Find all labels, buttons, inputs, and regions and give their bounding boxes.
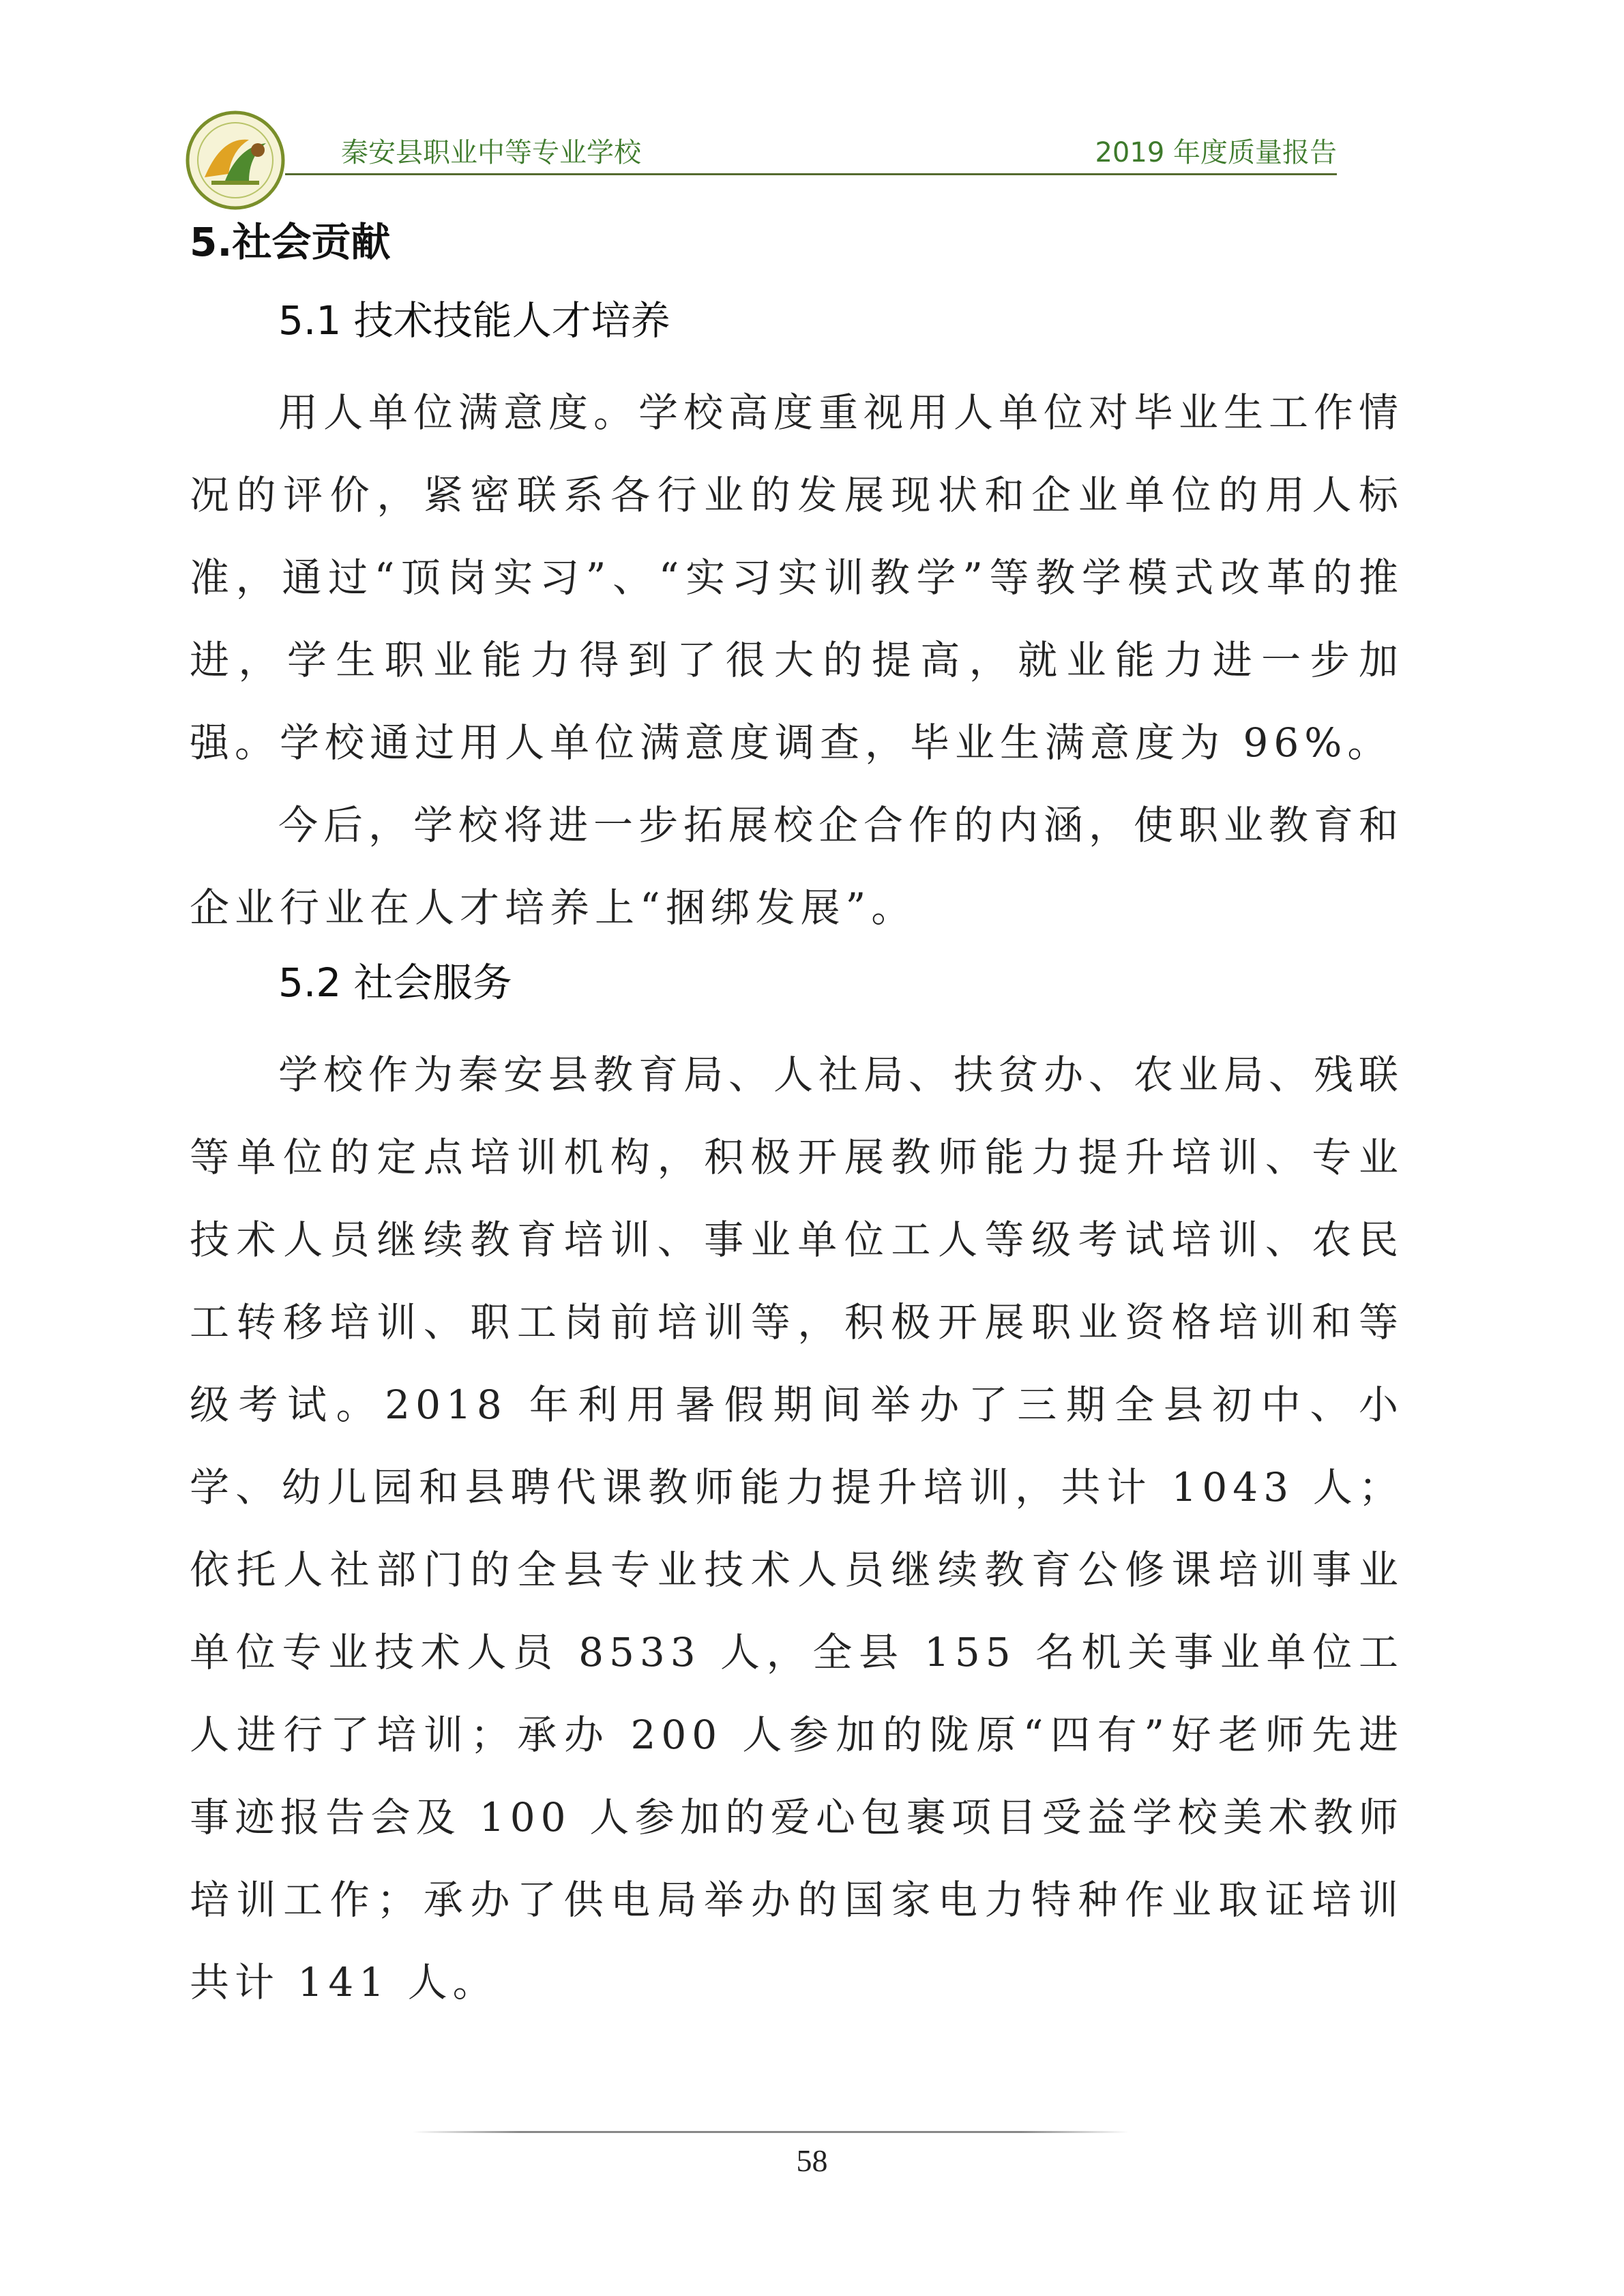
report-title: 2019 年度质量报告 <box>1095 137 1337 168</box>
subsection-title: 5.1 技术技能人才培养 <box>278 297 670 344</box>
subsection-title: 5.2 社会服务 <box>278 959 512 1006</box>
footer-divider <box>413 2131 1129 2133</box>
paragraph: 今后，学校将进一步拓展校企合作的内涵，使职业教育和企业行业在人才培养上“捆绑发展”。 <box>190 802 1404 931</box>
main-content <box>190 215 1404 2024</box>
header-divider <box>285 173 1337 175</box>
page-header <box>184 102 1337 177</box>
page-number: 58 <box>796 2143 828 2178</box>
paragraph: 学校作为秦安县教育局、人社局、扶贫办、农业局、残联等单位的定点培训机构，积极开展教师能力提升培训、专业技术人员继续教育培训、事业单位工人等级考试培训、农民工转移培训、职工岗前培训等，积极开展职业资格培训和等级考试。2018 年利用暑假期间举办了三期全县初中、小学、幼儿园和县聘代课教师能力提升培训，共计 1043 人；依托人社部门的全县专业技术人员继续教育公修课培训事业单位专业技术人员 8533 人，全县 155 名机关事业单位工人进行了培训；承办 200 人参加的陇原“四有”好老师先进事迹报告会及 100 人参加的爱心包裹项目受益学校美术教师培训工作；承办了供电局举办的国家电力特种作业取证培训共计 141 人。 <box>190 1052 1404 2006</box>
paragraph: 用人单位满意度。学校高度重视用人单位对毕业生工作情况的评价，紧密联系各行业的发展现状和企业单位的用人标准，通过“顶岗实习”、“实习实训教学”等教学模式改革的推进，学生职业能力得到了很大的提高，就业能力进一步加强。学校通过用人单位满意度调查，毕业生满意度为 96%。 <box>190 389 1404 766</box>
school-name: 秦安县职业中等专业学校 <box>341 137 641 168</box>
section-title: 5.社会贡献 <box>190 219 391 265</box>
school-emblem-icon <box>184 109 286 211</box>
